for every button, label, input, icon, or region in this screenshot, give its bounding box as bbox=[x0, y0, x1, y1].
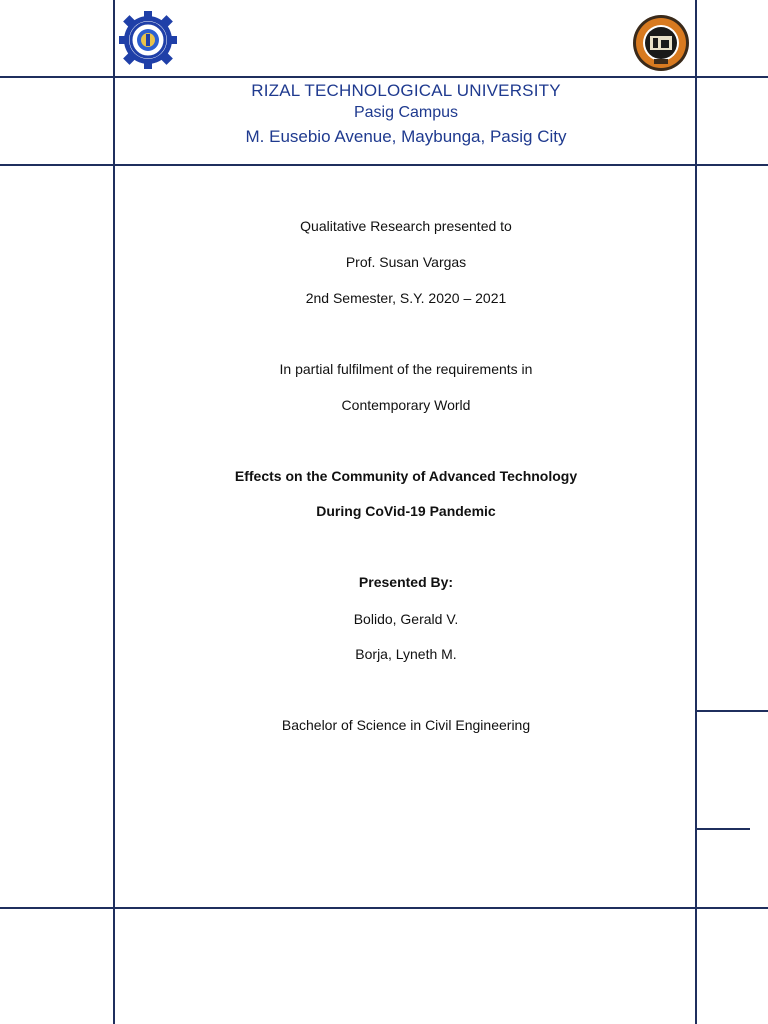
professor-name: Prof. Susan Vargas bbox=[345, 254, 467, 270]
subject-name: Contemporary World bbox=[341, 397, 471, 413]
campus-name: Pasig Campus bbox=[353, 104, 459, 121]
program-name: Bachelor of Science in Civil Engineering bbox=[281, 717, 531, 733]
frame-right-mark-1 bbox=[695, 710, 768, 712]
requirement-text: In partial fulfilment of the requirements in bbox=[279, 361, 533, 377]
presented-to-text: Qualitative Research presented to bbox=[300, 218, 512, 234]
research-title-line-2: During CoVid-19 Pandemic bbox=[316, 503, 496, 519]
college-seal-icon bbox=[632, 14, 690, 72]
semester-text: 2nd Semester, S.Y. 2020 – 2021 bbox=[305, 290, 507, 306]
frame-top-line bbox=[0, 76, 768, 78]
author-name: Borja, Lyneth M. bbox=[355, 646, 457, 662]
frame-left-line bbox=[113, 0, 115, 1024]
frame-right-mark-2 bbox=[695, 828, 750, 830]
rtu-seal-icon bbox=[117, 9, 179, 71]
presented-by-heading: Presented By: bbox=[358, 574, 454, 590]
frame-bottom-line bbox=[0, 907, 768, 909]
frame-header-bottom-line bbox=[0, 164, 768, 166]
author-name: Bolido, Gerald V. bbox=[353, 611, 459, 627]
campus-address: M. Eusebio Avenue, Maybunga, Pasig City bbox=[245, 127, 567, 146]
university-name: RIZAL TECHNOLOGICAL UNIVERSITY bbox=[251, 81, 561, 100]
research-title-line-1: Effects on the Community of Advanced Technology bbox=[234, 468, 578, 484]
